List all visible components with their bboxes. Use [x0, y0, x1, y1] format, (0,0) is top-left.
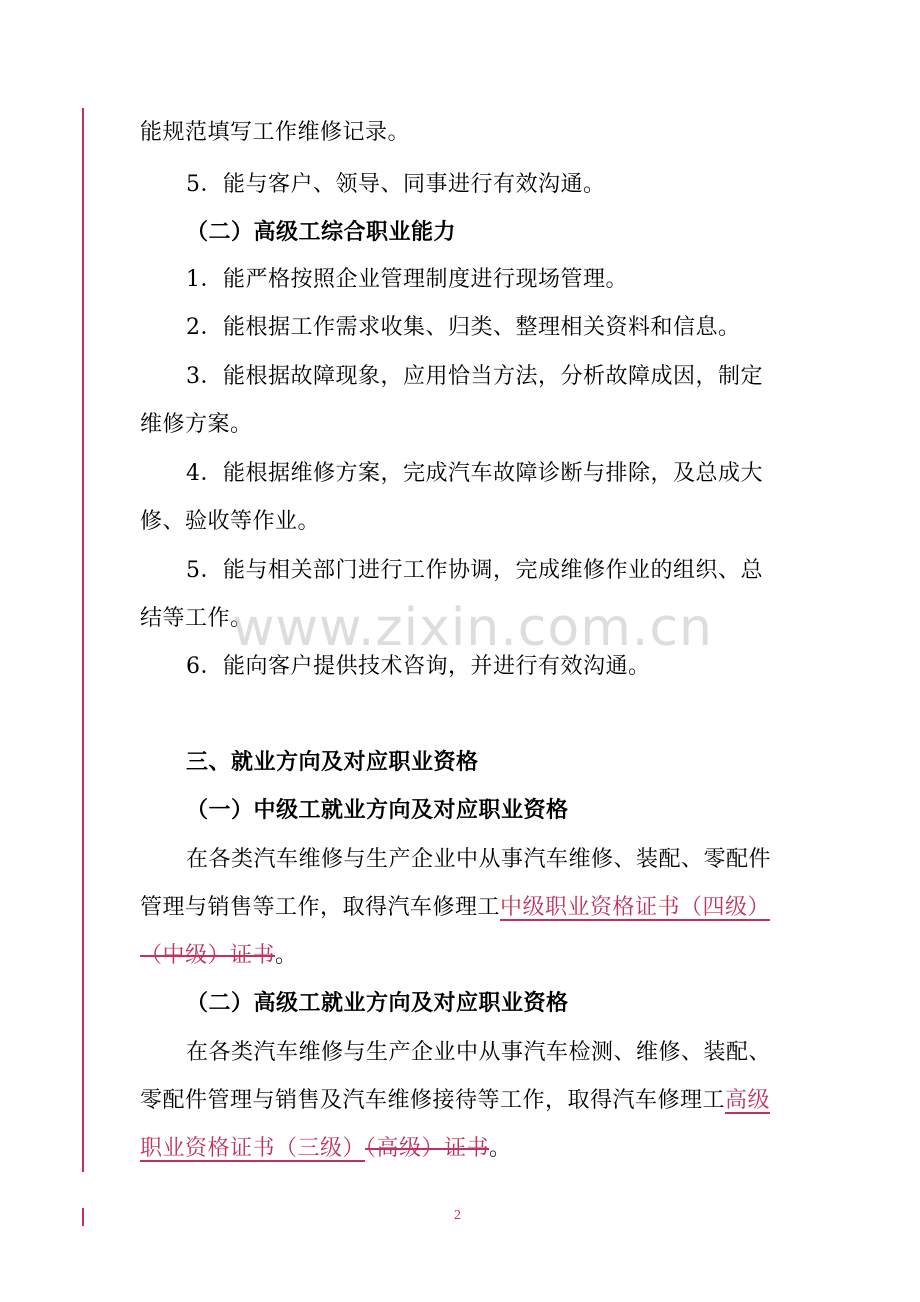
list-item: 6．能向客户提供技术咨询，并进行有效沟通。: [186, 654, 651, 679]
footer-change-bar: [82, 1208, 84, 1226]
section-heading: （二）高级工就业方向及对应职业资格: [186, 991, 569, 1016]
list-item: 5．能与客户、领导、同事进行有效沟通。: [186, 172, 606, 197]
inserted-text: 高级: [725, 1088, 771, 1113]
paragraph-line: [140, 1134, 512, 1164]
body-line: 维修方案。: [140, 412, 253, 437]
section-heading: （一）中级工就业方向及对应职业资格: [186, 798, 569, 823]
page-number: 2: [454, 1208, 461, 1223]
list-item: 2．能根据工作需求收集、归类、整理相关资料和信息。: [186, 315, 741, 340]
inserted-text: 职业资格证书（三级）: [140, 1136, 366, 1161]
list-item: 3．能根据故障现象，应用恰当方法，分析故障成因，制定: [186, 364, 763, 389]
paragraph-line: 在各类汽车维修与生产企业中从事汽车检测、维修、装配、: [186, 1040, 772, 1065]
plain-text: 管理与销售等工作，取得汽车修理工: [140, 895, 501, 920]
list-item: 4．能根据维修方案，完成汽车故障诊断与排除，及总成大: [186, 461, 763, 486]
paragraph-line: [140, 1086, 770, 1116]
paragraph-line: 在各类汽车维修与生产企业中从事汽车维修、装配、零配件: [186, 847, 772, 872]
chapter-heading: 三、就业方向及对应职业资格: [186, 750, 479, 775]
plain-text: 零配件管理与销售及汽车维修接待等工作，取得汽车修理工: [140, 1088, 726, 1113]
list-item: 5．能与相关部门进行工作协调，完成维修作业的组织、总: [186, 558, 763, 583]
body-line: 结等工作。: [140, 606, 253, 631]
section-heading: （二）高级工综合职业能力: [186, 220, 457, 245]
deleted-text: （中级）证书: [140, 943, 276, 968]
plain-text: 。: [489, 1136, 512, 1161]
watermark: www.zixin.com.cn: [232, 598, 713, 658]
paragraph-line: [140, 941, 298, 971]
inserted-text: 中级职业资格证书（四级）: [500, 895, 771, 920]
body-line: 修、验收等作业。: [140, 509, 321, 534]
plain-text: 。: [275, 943, 298, 968]
deleted-text: （高级）证书: [365, 1136, 490, 1161]
list-item: 1．能严格按照企业管理制度进行现场管理。: [186, 267, 628, 292]
revision-change-bar: [82, 108, 84, 1172]
body-line: 能规范填写工作维修记录。: [140, 120, 411, 145]
paragraph-line: [140, 893, 770, 923]
